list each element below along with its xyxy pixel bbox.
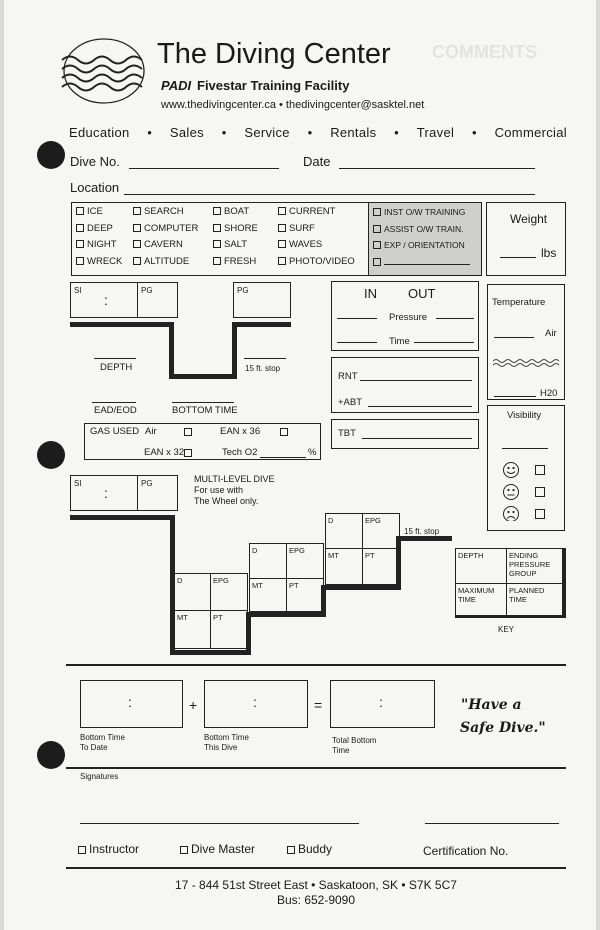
face-icons — [502, 461, 522, 521]
plus-sign: + — [189, 697, 198, 713]
key-depth-cell: DEPTH — [455, 548, 507, 584]
wave-logo-icon — [56, 36, 152, 106]
ead-field[interactable] — [92, 402, 136, 403]
footer-address: 17 - 844 51st Street East • Saskatoon, SK • S7K 5C7 — [175, 878, 457, 892]
depth-field[interactable] — [94, 358, 136, 359]
training-option[interactable]: EXP / ORIENTATION — [373, 237, 477, 254]
todate-label-2: To Date — [80, 743, 108, 752]
dive-type-option[interactable]: WAVES — [278, 237, 355, 254]
binder-hole-top — [37, 141, 65, 169]
water-label: H20 — [540, 388, 558, 399]
gas-ean36-checkbox[interactable] — [280, 428, 288, 436]
binder-hole-middle — [37, 441, 65, 469]
section-divider — [66, 664, 566, 666]
stop-label: 15 ft. stop — [245, 364, 281, 373]
dive-type-option[interactable]: PHOTO/VIDEO — [278, 254, 355, 271]
dive-type-col-1 — [76, 204, 122, 270]
level2-pt-cell[interactable]: PT — [286, 578, 324, 612]
happy-face-icon — [504, 463, 519, 478]
weight-unit: lbs — [541, 246, 557, 260]
level1-epg-cell[interactable]: EPG — [210, 573, 248, 611]
dive-type-option[interactable]: COMPUTER — [133, 221, 198, 238]
level3-depth-cell[interactable]: D — [325, 513, 363, 549]
dive-type-option[interactable]: SHORE — [213, 221, 258, 238]
service-item: Rentals — [330, 125, 377, 140]
ml-si-colon: : — [104, 485, 108, 501]
visibility-box — [487, 405, 565, 531]
multilevel-note-2: The Wheel only. — [194, 496, 259, 506]
dive-type-col-4 — [278, 204, 355, 270]
training-option[interactable] — [373, 254, 477, 271]
level2-mt-cell[interactable]: MT — [249, 578, 287, 612]
si-pg-box — [70, 282, 178, 318]
sad-face-icon — [504, 507, 519, 522]
gas-used-label: GAS USED — [90, 426, 140, 437]
bullet: • — [147, 125, 153, 140]
dive-type-col-2 — [133, 204, 198, 270]
training-option[interactable]: ASSIST O/W TRAIN. — [373, 221, 477, 238]
instructor-option[interactable]: Instructor — [78, 842, 139, 856]
pressure-label: Pressure — [389, 312, 428, 323]
total-label-2: Time — [332, 746, 350, 755]
slogan-line-1: "Have a — [461, 697, 522, 713]
dive-type-option[interactable]: CAVERN — [133, 237, 198, 254]
certification-label: Certification No. — [423, 844, 509, 858]
certification-line[interactable] — [425, 823, 559, 824]
out-label: OUT — [408, 286, 436, 301]
visibility-poor-checkbox[interactable] — [535, 509, 545, 519]
visibility-label: Visibility — [507, 410, 542, 421]
date-field[interactable] — [339, 168, 535, 169]
total-label-1: Total Bottom — [332, 736, 377, 745]
level3-epg-cell[interactable]: EPG — [362, 513, 400, 549]
air-temp-field[interactable] — [494, 337, 534, 338]
tbt-label: TBT — [338, 428, 356, 439]
service-item: Service — [244, 125, 290, 140]
si-colon: : — [104, 292, 108, 308]
dive-type-col-3 — [213, 204, 258, 270]
multilevel-note-1: For use with — [194, 485, 244, 495]
binder-hole-bottom — [37, 741, 65, 769]
dive-no-field[interactable] — [129, 168, 279, 169]
tech-o2-field[interactable] — [260, 457, 306, 458]
footer-phone: Bus: 652-9090 — [276, 893, 356, 907]
service-item: Education — [69, 125, 130, 140]
center-title: The Diving Center — [157, 38, 391, 70]
in-label: IN — [364, 286, 377, 301]
visibility-good-checkbox[interactable] — [535, 465, 545, 475]
gas-ean36-label: EAN x 36 — [220, 426, 261, 437]
level3-pt-cell[interactable]: PT — [362, 548, 400, 585]
dive-type-option[interactable]: DEEP — [76, 221, 122, 238]
thisdive-label-2: This Dive — [204, 743, 238, 752]
pg-label: PG — [141, 286, 153, 295]
services-bar — [69, 125, 567, 140]
gas-pct-label: % — [308, 447, 317, 458]
logbook-page — [4, 0, 596, 930]
time-label: Time — [389, 336, 410, 347]
location-label: Location — [70, 180, 120, 195]
dive-type-option[interactable]: NIGHT — [76, 237, 122, 254]
gas-ean32-checkbox[interactable] — [184, 449, 192, 457]
water-temp-field[interactable] — [494, 396, 536, 397]
water-waves-icon — [493, 358, 561, 368]
ghost-text: COMMENTS — [432, 42, 537, 62]
date-label: Date — [303, 154, 331, 169]
ml-stop-label: 15 ft. stop — [404, 527, 440, 536]
key-mt-cell: MAXIMUM TIME — [455, 583, 507, 616]
service-item: Sales — [169, 125, 204, 140]
visibility-field[interactable] — [502, 448, 548, 449]
equals-sign: = — [314, 697, 323, 713]
signature-line[interactable] — [80, 823, 359, 824]
level2-epg-cell[interactable]: EPG — [286, 543, 324, 579]
si-label: SI — [74, 286, 82, 295]
dive-type-option[interactable]: SEARCH — [133, 204, 198, 221]
bullet: • — [307, 125, 313, 140]
multilevel-title: MULTI-LEVEL DIVE — [194, 474, 275, 484]
level1-pt-cell[interactable]: PT — [210, 610, 248, 649]
ml-si-pg-box — [70, 475, 178, 511]
level1-depth-cell[interactable]: D — [174, 573, 211, 611]
signatures-label: Signatures — [80, 772, 119, 781]
thisdive-colon: : — [253, 694, 257, 710]
time-in-field[interactable] — [337, 342, 377, 343]
todate-label-1: Bottom Time — [80, 733, 125, 742]
abt-field[interactable] — [368, 406, 472, 407]
gas-air-label: Air — [145, 426, 157, 437]
key-pt-cell: PLANNED TIME — [506, 583, 563, 616]
level1-mt-cell[interactable]: MT — [174, 610, 211, 649]
bottom-time-field[interactable] — [172, 402, 234, 403]
rnt-label: RNT — [338, 371, 358, 382]
visibility-fair-checkbox[interactable] — [535, 487, 545, 497]
slogan-line-2: Safe Dive." — [460, 720, 546, 736]
service-item: Commercial — [494, 125, 567, 140]
pressure-in-field[interactable] — [337, 318, 377, 319]
weight-label: Weight — [510, 212, 548, 226]
temperature-label: Temperature — [492, 297, 546, 308]
bottom-time-label: BOTTOM TIME — [172, 405, 238, 416]
signature-divider — [66, 767, 566, 769]
bullet: • — [221, 125, 227, 140]
pressure-out-field[interactable] — [436, 318, 474, 319]
todate-colon: : — [128, 694, 132, 710]
air-label: Air — [545, 328, 557, 339]
ml-si-label: SI — [74, 479, 82, 488]
level2-depth-cell[interactable]: D — [249, 543, 287, 579]
center-subtitle: Fivestar Training Facility — [197, 78, 350, 93]
dive-type-option[interactable]: CURRENT — [278, 204, 355, 221]
key-label: KEY — [498, 625, 515, 634]
time-out-field[interactable] — [414, 342, 474, 343]
dive-type-option[interactable]: ICE — [76, 204, 122, 221]
depth-label: DEPTH — [100, 362, 133, 373]
dive-no-label: Dive No. — [70, 154, 120, 169]
tbt-field[interactable] — [362, 438, 472, 439]
total-colon: : — [379, 694, 383, 710]
bullet: • — [471, 125, 477, 140]
gas-ean32-label: EAN x 32 — [144, 447, 185, 458]
rnt-field[interactable] — [360, 380, 472, 381]
gas-air-checkbox[interactable] — [184, 428, 192, 436]
neutral-face-icon — [504, 485, 519, 500]
padi-brand: PADI — [161, 78, 192, 93]
divemaster-option[interactable]: Dive Master — [180, 842, 255, 856]
thisdive-label-1: Bottom Time — [204, 733, 249, 742]
dive-type-option[interactable]: SALT — [213, 237, 258, 254]
contact-line: www.thedivingcenter.ca • thedivingcenter@sasktel.net — [161, 99, 425, 111]
abt-label: +ABT — [338, 397, 363, 408]
buddy-option[interactable]: Buddy — [287, 842, 332, 856]
pg-end-label: PG — [237, 286, 249, 295]
dive-type-option[interactable]: BOAT — [213, 204, 258, 221]
ead-label: EAD/EOD — [94, 405, 137, 416]
level3-mt-cell[interactable]: MT — [325, 548, 363, 585]
dive-type-option[interactable]: FRESH — [213, 254, 258, 271]
ml-pg-label: PG — [141, 479, 153, 488]
dive-type-option[interactable]: ALTITUDE — [133, 254, 198, 271]
gas-tech-label: Tech O2 — [222, 447, 258, 458]
dive-type-option[interactable]: WRECK — [76, 254, 122, 271]
training-box — [368, 202, 482, 276]
weight-field[interactable] — [500, 257, 536, 258]
footer-divider — [66, 867, 566, 869]
training-option[interactable]: INST O/W TRAINING — [373, 204, 477, 221]
dive-type-option[interactable]: SURF — [278, 221, 355, 238]
service-item: Travel — [416, 125, 455, 140]
location-field[interactable] — [124, 194, 535, 195]
key-epg-cell: ENDING PRESSURE GROUP — [506, 548, 563, 584]
bullet: • — [394, 125, 399, 140]
